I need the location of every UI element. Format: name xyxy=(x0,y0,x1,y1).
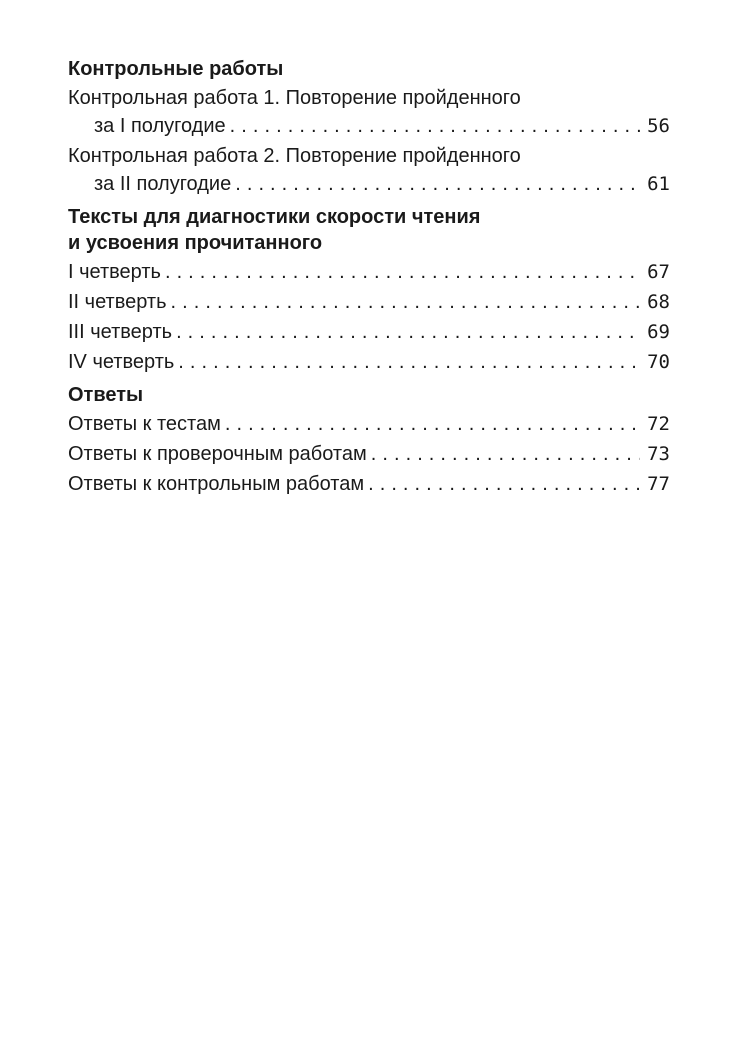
dot-leader xyxy=(178,348,640,376)
entry-title: III четверть xyxy=(68,321,173,343)
toc-entry[interactable] xyxy=(68,470,670,498)
page-number: 69 xyxy=(647,321,670,343)
entry-title-line2: за II полугодие xyxy=(94,173,232,195)
page-number: 73 xyxy=(647,443,670,465)
toc-entry[interactable] xyxy=(68,318,670,346)
section-title: Контрольные работы xyxy=(68,58,284,80)
dot-leader xyxy=(171,288,641,316)
entry-title-line2: за I полугодие xyxy=(94,115,226,137)
entry-title: II четверть xyxy=(68,291,167,313)
section-title-line1: Тексты для диагностики скорости чтения xyxy=(68,206,481,228)
dot-leader xyxy=(235,170,640,198)
dot-leader xyxy=(176,318,640,346)
entry-title-line1: Контрольная работа 2. Повторение пройденного xyxy=(68,145,521,167)
toc-entry[interactable] xyxy=(68,84,670,140)
dot-leader xyxy=(368,470,640,498)
table-of-contents xyxy=(68,56,670,498)
dot-leader xyxy=(230,112,640,140)
toc-entry[interactable] xyxy=(68,440,670,468)
entry-leader-row xyxy=(68,170,670,198)
page-number: 67 xyxy=(647,261,670,283)
entry-title: Ответы к контрольным работам xyxy=(68,473,365,495)
section-answers xyxy=(68,382,670,498)
page-number: 77 xyxy=(647,473,670,495)
dot-leader xyxy=(165,258,640,286)
toc-entry[interactable] xyxy=(68,348,670,376)
toc-entry[interactable] xyxy=(68,142,670,198)
page-number: 56 xyxy=(647,115,670,137)
section-title: Ответы xyxy=(68,384,144,406)
entry-title: Ответы к тестам xyxy=(68,413,221,435)
entry-title: IV четверть xyxy=(68,351,175,373)
toc-entry[interactable] xyxy=(68,258,670,286)
section-title-line2: и усвоения прочитанного xyxy=(68,232,323,254)
toc-entry[interactable] xyxy=(68,288,670,316)
page-number: 68 xyxy=(647,291,670,313)
entry-title: Ответы к проверочным работам xyxy=(68,443,367,465)
section-control-works xyxy=(68,56,670,198)
entry-leader-row xyxy=(68,112,670,140)
page-number: 70 xyxy=(647,351,670,373)
section-reading-diagnostics xyxy=(68,204,670,376)
entry-title-line1: Контрольная работа 1. Повторение пройденного xyxy=(68,87,521,109)
page-number: 61 xyxy=(647,173,670,195)
dot-leader xyxy=(225,410,640,438)
toc-entry[interactable] xyxy=(68,410,670,438)
dot-leader xyxy=(371,440,640,468)
entry-title: I четверть xyxy=(68,261,161,283)
page-number: 72 xyxy=(647,413,670,435)
